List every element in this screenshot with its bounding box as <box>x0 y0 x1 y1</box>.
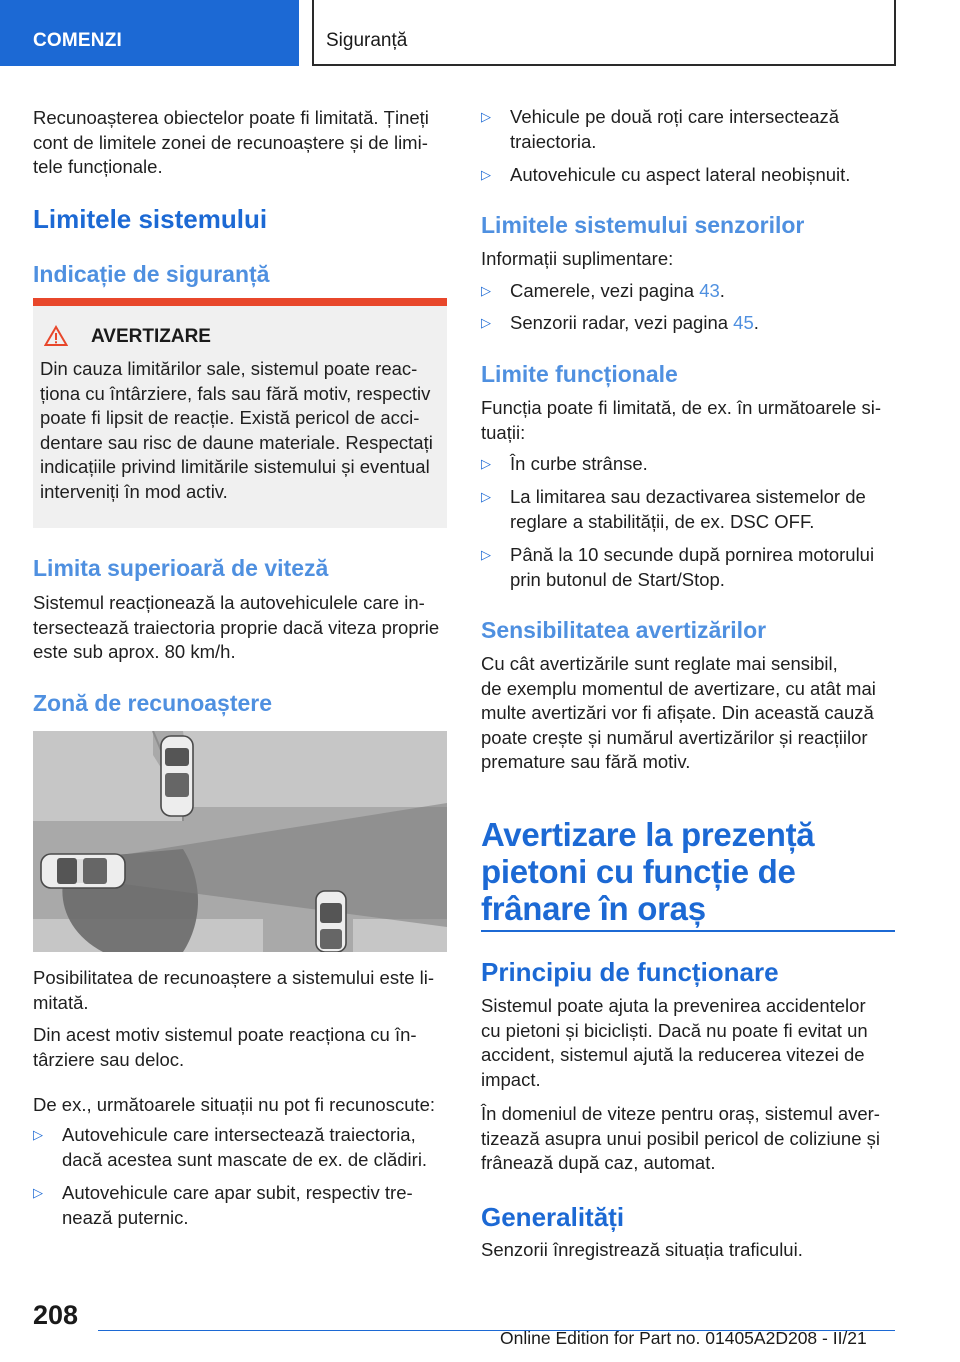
heading-detection-zone: Zonă de recunoaștere <box>33 690 273 716</box>
sidewalk-top-right <box>183 731 447 807</box>
principle-paragraph: Sistemul poate ajuta la prevenirea accidentelor cu pietoni și bicicliști. Dacă nu poate fi evitat un accident, sistemul ajută la reducerea vitezei de impact. <box>481 995 868 1090</box>
triangle-bullet-icon: ▷ <box>481 315 491 330</box>
list-item: ▷ Senzorii radar, vezi pagina 45. <box>481 311 901 336</box>
intro-paragraph: Recunoașterea obiectelor poate fi limitată. Țineți cont de limitele zonei de recunoaștere și de limi- tele funcționale. <box>33 107 429 177</box>
reason-paragraph: Din acest motiv sistemul poate reacționa cu în- târziere sau deloc. <box>33 1024 417 1070</box>
heading-safety-note: Indicație de siguranță <box>33 261 270 287</box>
heading-warning-sensitivity: Sensibilitatea avertizărilor <box>481 617 767 643</box>
general-paragraph: Senzorii înregistrează situația traficului. <box>481 1239 803 1260</box>
speed-paragraph: Sistemul reacționează la autovehiculele care in- tersectează traiectoria proprie dacă viteza proprie este sub aprox. 80 km/h. <box>33 592 440 662</box>
list-item: ▷ Vehicule pe două roți care intersectează traiectoria. <box>481 106 840 152</box>
top-car <box>161 736 193 816</box>
footer-edition: Online Edition for Part no. 01405A2D208 - II/21 <box>500 1328 867 1348</box>
warning-triangle-icon <box>44 325 68 347</box>
heading-operating-principle: Principiu de funcționare <box>481 957 779 987</box>
list-item: ▷ Autovehicule care intersectează traiectoria, dacă acestea sunt mascate de ex. de clădiri. <box>33 1124 428 1170</box>
heading-speed-limit: Limita superioară de viteză <box>33 555 329 581</box>
warning-bar <box>33 298 447 306</box>
triangle-bullet-icon: ▷ <box>481 489 491 504</box>
list-item: ▷ În curbe strânse. <box>481 452 901 477</box>
section-tab: COMENZI <box>0 0 299 66</box>
heading-sensor-limits: Limitele sistemului senzorilor <box>481 212 805 238</box>
list-item: ▷ Până la 10 secunde după pornirea motorului prin butonul de Start/Stop. <box>481 544 875 590</box>
heading-general: Generalități <box>481 1202 625 1232</box>
bottom-car <box>316 891 346 952</box>
warning-title: AVERTIZARE <box>91 326 211 347</box>
title-rule <box>481 930 895 932</box>
example-paragraph: De ex., următoarele situații nu pot fi recunoscute: <box>33 1094 436 1115</box>
chapter-section-title: Avertizare la prezență pietoni cu funcție de frânare în oraș <box>481 816 815 927</box>
functional-paragraph: Funcția poate fi limitată, de ex. în următoarele si- tuații: <box>481 397 881 443</box>
triangle-bullet-icon: ▷ <box>33 1127 43 1142</box>
page-link-43[interactable]: 43 <box>699 280 720 301</box>
city-paragraph: În domeniul de viteze pentru oraș, sistemul aver- tizează asupra unui posibil pericol de coliziune și frânează după caz, automat. <box>481 1103 881 1173</box>
triangle-bullet-icon: ▷ <box>481 547 491 562</box>
chapter-title: Siguranță <box>312 0 896 66</box>
triangle-bullet-icon: ▷ <box>481 456 491 471</box>
more-info-label: Informații suplimentare: <box>481 248 674 269</box>
heading-system-limits: Limitele sistemului <box>33 204 268 234</box>
zone-paragraph: Posibilitatea de recunoaștere a sistemului este li- mitată. <box>33 967 435 1013</box>
heading-functional-limits: Limite funcționale <box>481 361 678 387</box>
list-item: ▷ Autovehicule care apar subit, respectiv tre- nează puternic. <box>33 1182 413 1228</box>
warning-box <box>33 306 447 528</box>
list-item: ▷ Autovehicule cu aspect lateral neobișnuit. <box>481 163 901 188</box>
triangle-bullet-icon: ▷ <box>481 167 491 182</box>
list-item: ▷ Camerele, vezi pagina 43. <box>481 279 901 304</box>
sensitivity-paragraph: Cu cât avertizările sunt reglate mai sensibil, de exemplu momentul de avertizare, cu atât mai multe avertizări vor fi afișate. Din această cauză poate crește și numărul avertizărilor și reacțiilor premature sau fără motiv. <box>481 653 876 772</box>
ego-car <box>41 854 125 888</box>
page-link-45[interactable]: 45 <box>733 312 754 333</box>
triangle-bullet-icon: ▷ <box>481 283 491 298</box>
detection-zone-illustration <box>33 731 447 952</box>
triangle-bullet-icon: ▷ <box>33 1185 43 1200</box>
list-item: ▷ La limitarea sau dezactivarea sistemelor de reglare a stabilității, de ex. DSC OFF. <box>481 486 866 532</box>
page-number: 208 <box>33 1300 79 1330</box>
triangle-bullet-icon: ▷ <box>481 109 491 124</box>
warning-text: Din cauza limitărilor sale, sistemul poate reac- ționa cu întârziere, fals sau fără motiv, respectiv poate fi lipsit de reacție. Există pericol de acci- dentare sau risc de daune materiale. Respectați indicațiile privind limitările sistemului și eventual interveniți în mod activ. <box>40 358 433 502</box>
